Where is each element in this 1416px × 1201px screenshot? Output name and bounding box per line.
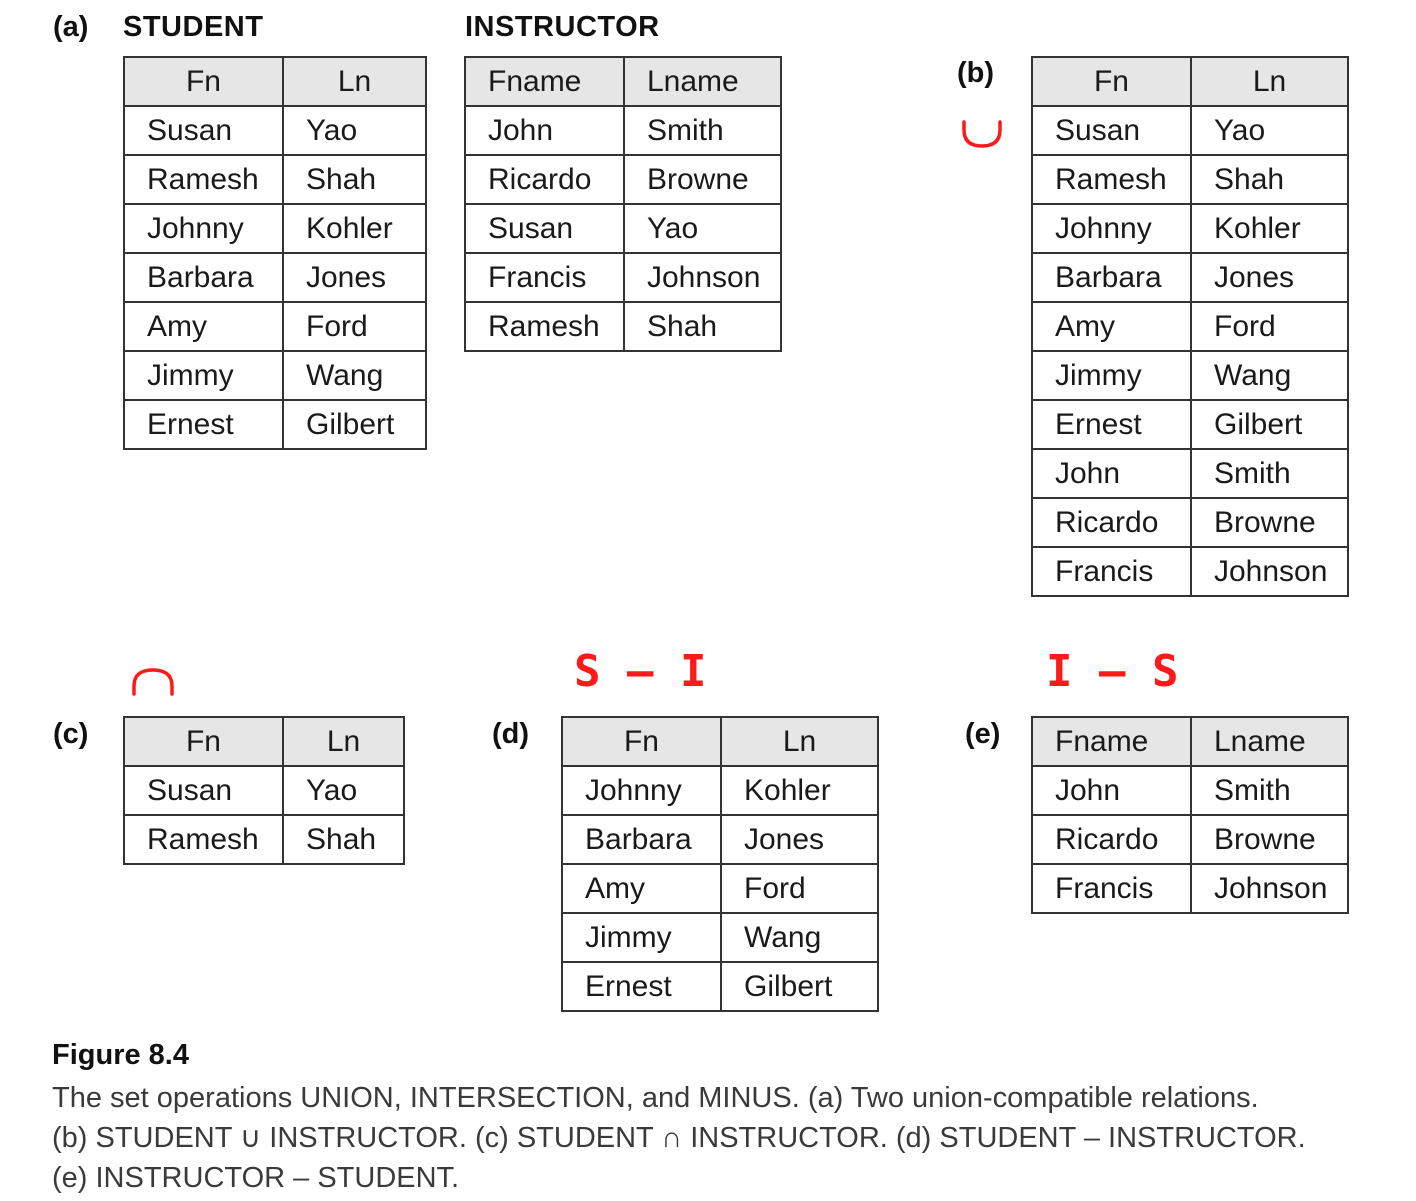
table-cell: John: [465, 106, 624, 155]
figure-caption: [52, 1078, 1412, 1198]
table-cell: Yao: [1191, 106, 1348, 155]
table-cell: Wang: [283, 351, 426, 400]
table-cell: John: [1032, 449, 1191, 498]
table-cell: Yao: [283, 106, 426, 155]
table-row: [1032, 400, 1348, 449]
table-row: [124, 204, 426, 253]
column-header: Fname: [465, 57, 624, 106]
intersection-table: [123, 716, 405, 865]
table-cell: Yao: [624, 204, 781, 253]
table-row: [1032, 449, 1348, 498]
column-header: Ln: [1191, 57, 1348, 106]
table-cell: Francis: [1032, 864, 1191, 913]
table-row: [124, 815, 404, 864]
instructor-table: [464, 56, 782, 352]
table-header-row: [562, 717, 878, 766]
table-row: [465, 302, 781, 351]
table-cell: Browne: [624, 155, 781, 204]
table-cell: Amy: [562, 864, 721, 913]
table-row: [562, 864, 878, 913]
table-row: [1032, 155, 1348, 204]
table-cell: Shah: [1191, 155, 1348, 204]
table-cell: Ricardo: [465, 155, 624, 204]
table-cell: Browne: [1191, 498, 1348, 547]
column-header: Ln: [283, 717, 404, 766]
table-cell: Ernest: [562, 962, 721, 1011]
label-b: (b): [957, 57, 995, 89]
table-cell: Smith: [624, 106, 781, 155]
column-header: Fname: [1032, 717, 1191, 766]
table-cell: Jones: [283, 253, 426, 302]
table-row: [1032, 204, 1348, 253]
table-header-row: [124, 717, 404, 766]
table-row: [1032, 864, 1348, 913]
table-cell: Amy: [1032, 302, 1191, 351]
table-row: [124, 155, 426, 204]
table-cell: Ramesh: [124, 155, 283, 204]
table-row: [562, 962, 878, 1011]
relation-name-student: STUDENT: [123, 11, 264, 43]
table-row: [1032, 253, 1348, 302]
table-cell: Barbara: [562, 815, 721, 864]
table-cell: Susan: [124, 106, 283, 155]
table-cell: Ford: [1191, 302, 1348, 351]
column-header: Lname: [1191, 717, 1348, 766]
table-cell: Johnson: [1191, 864, 1348, 913]
table-cell: Gilbert: [721, 962, 878, 1011]
table-header-row: [1032, 57, 1348, 106]
column-header: Fn: [124, 717, 283, 766]
table-cell: Ernest: [124, 400, 283, 449]
label-d: (d): [492, 718, 530, 750]
table-cell: Susan: [124, 766, 283, 815]
table-cell: Jimmy: [124, 351, 283, 400]
relation-name-instructor: INSTRUCTOR: [465, 11, 660, 43]
table-cell: Jimmy: [562, 913, 721, 962]
table-header-row: [465, 57, 781, 106]
table-row: [1032, 302, 1348, 351]
table-row: [1032, 766, 1348, 815]
table-row: [562, 913, 878, 962]
figure-title: Figure 8.4: [52, 1039, 189, 1071]
table-cell: Francis: [465, 253, 624, 302]
table-cell: Yao: [283, 766, 404, 815]
table-cell: Johnson: [1191, 547, 1348, 596]
label-c: (c): [53, 718, 89, 750]
table-row: [1032, 498, 1348, 547]
label-a: (a): [53, 11, 89, 43]
table-row: [124, 302, 426, 351]
caption-line: (b) STUDENT ∪ INSTRUCTOR. (c) STUDENT ∩ INSTRUCTOR. (d) STUDENT – INSTRUCTOR.: [52, 1122, 1306, 1154]
student-table: [123, 56, 427, 450]
table-row: [465, 106, 781, 155]
table-cell: Kohler: [721, 766, 878, 815]
table-cell: Kohler: [283, 204, 426, 253]
table-cell: Browne: [1191, 815, 1348, 864]
table-cell: Susan: [465, 204, 624, 253]
table-cell: Barbara: [1032, 253, 1191, 302]
table-row: [124, 253, 426, 302]
table-row: [124, 400, 426, 449]
table-cell: Shah: [624, 302, 781, 351]
table-row: [124, 106, 426, 155]
table-row: [465, 204, 781, 253]
table-cell: Shah: [283, 815, 404, 864]
table-cell: Barbara: [124, 253, 283, 302]
table-row: [1032, 106, 1348, 155]
intersection-symbol-icon: [128, 664, 178, 698]
table-cell: Amy: [124, 302, 283, 351]
table-row: [1032, 547, 1348, 596]
table-header-row: [1032, 717, 1348, 766]
table-cell: Shah: [283, 155, 426, 204]
union-symbol-icon: [958, 118, 1006, 152]
table-cell: John: [1032, 766, 1191, 815]
column-header: Fn: [1032, 57, 1191, 106]
table-cell: Ford: [721, 864, 878, 913]
union-table: [1031, 56, 1349, 597]
table-cell: Johnny: [124, 204, 283, 253]
caption-line: The set operations UNION, INTERSECTION, and MINUS. (a) Two union-compatible relations.: [52, 1082, 1259, 1114]
column-header: Ln: [721, 717, 878, 766]
table-row: [562, 766, 878, 815]
label-e: (e): [965, 718, 1001, 750]
table-cell: Gilbert: [283, 400, 426, 449]
table-cell: Ford: [283, 302, 426, 351]
table-cell: Johnson: [624, 253, 781, 302]
table-cell: Wang: [721, 913, 878, 962]
table-cell: Ernest: [1032, 400, 1191, 449]
table-cell: Susan: [1032, 106, 1191, 155]
table-cell: Johnny: [562, 766, 721, 815]
caption-line: (e) INSTRUCTOR – STUDENT.: [52, 1162, 460, 1194]
table-row: [124, 766, 404, 815]
table-cell: Gilbert: [1191, 400, 1348, 449]
table-row: [562, 815, 878, 864]
column-header: Fn: [124, 57, 283, 106]
student-minus-instructor-table: [561, 716, 879, 1012]
table-cell: Jones: [721, 815, 878, 864]
table-cell: Smith: [1191, 449, 1348, 498]
table-row: [1032, 351, 1348, 400]
table-cell: Ramesh: [465, 302, 624, 351]
table-cell: Francis: [1032, 547, 1191, 596]
table-row: [124, 351, 426, 400]
instructor-minus-student-table: [1031, 716, 1349, 914]
table-cell: Ramesh: [124, 815, 283, 864]
table-row: [465, 155, 781, 204]
table-cell: Ramesh: [1032, 155, 1191, 204]
column-header: Ln: [283, 57, 426, 106]
table-cell: Jimmy: [1032, 351, 1191, 400]
table-row: [465, 253, 781, 302]
table-cell: Kohler: [1191, 204, 1348, 253]
annotation-i-minus-s: I – S: [1046, 646, 1179, 697]
table-cell: Ricardo: [1032, 498, 1191, 547]
table-cell: Wang: [1191, 351, 1348, 400]
annotation-s-minus-i: S – I: [574, 646, 707, 697]
table-header-row: [124, 57, 426, 106]
table-cell: Smith: [1191, 766, 1348, 815]
column-header: Fn: [562, 717, 721, 766]
table-cell: Johnny: [1032, 204, 1191, 253]
table-cell: Ricardo: [1032, 815, 1191, 864]
column-header: Lname: [624, 57, 781, 106]
table-row: [1032, 815, 1348, 864]
table-cell: Jones: [1191, 253, 1348, 302]
